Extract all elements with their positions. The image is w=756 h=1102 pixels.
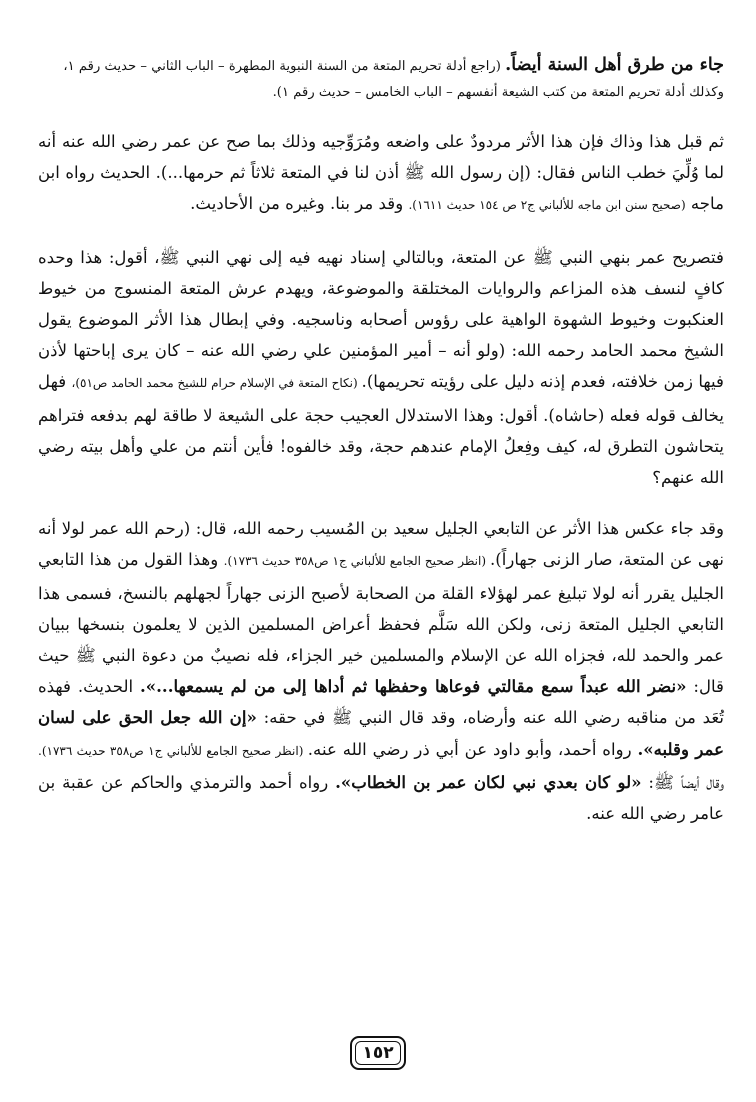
paragraph-2-text-b: فهل يخالف قوله فعله (حاشاه). أقول: وهذا الاستدلال العجيب حجة على الشيعة لا طاقة لهم بدفعه فتراهم يتحاشون التطرق له، كيف وفِعلُ الإمام عندهم حجة، وقد خالفوه! فأين أنتم من علي وأهل بيته رضي الله عنهم؟: [38, 372, 724, 488]
document-page: [38, 52, 724, 829]
page-number: ١٥٢: [350, 1036, 406, 1070]
paragraph-3-text-e: وقال أيضاً ﷺ:: [641, 772, 724, 792]
paragraph-3-text: وقد جاء عكس هذا الأثر عن التابعي الجليل سعيد بن المُسيب رحمه الله، قال: (رحم الله عمر لولا أنه نهى عن المتعة، صار الزنى جهاراً).: [38, 519, 725, 570]
hadith-quote-1: «نضر الله عبداً سمع مقالتي فوعاها وحفظها ثم أداها إلى من لم يسمعها...».: [140, 676, 687, 697]
intro-reference: [38, 52, 724, 106]
paragraph-1-reference: (صحيح سنن ابن ماجه للألباني ج٢ ص ١٥٤ حديث ١٦١١).: [408, 198, 686, 213]
paragraph-1-text-c: وقد مر بنا. وغيره من الأحاديث.: [190, 194, 409, 214]
paragraph-3-reference: (انظر صحيح الجامع للألباني ج١ ص٣٥٨ حديث ١٧٣٦).: [223, 554, 490, 569]
paragraph-3-text-d: رواه أحمد، وأبو داود عن أبي ذر رضي الله عنه.: [307, 739, 638, 759]
hadith-quote-2: «إن الله جعل الحق على لسان عمر وقلبه».: [38, 707, 725, 759]
paragraph-3-text-f: رواه أحمد والترمذي والحاكم عن عقبة بن عامر رضي الله عنه.: [38, 772, 724, 824]
paragraph-3: [38, 513, 724, 829]
intro-note-line1: (راجع أدلة تحريم المتعة من السنة النبوية المطهرة – الباب الثاني – حديث رقم ١،: [63, 59, 506, 74]
intro-note-line2: وكذلك أدلة تحريم المتعة من كتب الشيعة أنفسهم – الباب الخامس – حديث رقم ١).: [272, 85, 724, 100]
paragraph-3-reference-2: (انظر صحيح الجامع للألباني ج١ ص٣٥٨ حديث ١٧٣٦).: [38, 743, 308, 758]
paragraph-gap: [38, 493, 724, 513]
paragraph-3-text-b: وهذا القول من هذا التابعي الجليل يقرر أنه لولا تبليغ عمر لهؤلاء القلة من الصحابة لأصبح الزنى جهاراً لجهلهم بالنسخ، فسمى هذا التابعي الجليل المتعة زنى، ولكن الله سَلَّم فحفظ أعراض المسلمين الذين لا يعلمون بنسخها ببيان عمر والحمد لله، فجزاه الله عن الإسلام والمسلمين خير الجزاء، فله نصيبٌ من دعوة النبي ﷺ حيث قال:: [38, 550, 724, 697]
paragraph-2: [38, 242, 724, 494]
paragraph-1-text-b: الحديث رواه ابن ماجه: [38, 163, 724, 214]
paragraph-gap: [38, 222, 724, 242]
intro-lead: جاء من طرق أهل السنة أيضاً.: [505, 55, 724, 75]
paragraph-1: [38, 126, 724, 222]
paragraph-1-text: ثم قبل هذا وذاك فإن هذا الأثر مردودٌ على واضعه ومُرَوِّجيه وذلك بما صح عن عمر رضي الله عنه أنه لما وُلِّيَ خطب الناس فقال: (إن رسول الله ﷺ أذن لنا في المتعة ثلاثاً ثم حرمها...).: [38, 132, 725, 183]
paragraph-2-reference: (نكاح المتعة في الإسلام حرام للشيخ محمد الحامد ص٥١)،: [71, 376, 362, 391]
paragraph-2-text: فتصريح عمر بنهي النبي ﷺ عن المتعة، وبالتالي إسناد نهيه فيه إلى نهي النبي ﷺ، أقول: هذا وحده كافٍ لنسف هذه المزاعم والروايات المختلقة والموضوعة، ويهدم عرش المتعة المنسوج من خيوط العنكبوت وخيوط الشهوة الواهية على رؤوس أصحابه وناسجيه. وفي إبطال هذا الأثر الموضوع يقول الشيخ محمد الحامد رحمه الله: (ولو أنه – أمير المؤمنين علي رضي الله عنه – كان يرى إباحتها لأذن فيها زمن خلافته، فعدم إذنه دليل على رؤيته تحريمها).: [38, 247, 724, 392]
hadith-quote-3: «لو كان بعدي نبي لكان عمر بن الخطاب».: [335, 771, 642, 792]
paragraph-3-text-c: الحديث. فهذه تُعَد من مناقبه رضي الله عنه وأرضاه، وقد قال النبي ﷺ في حقه:: [38, 677, 725, 728]
